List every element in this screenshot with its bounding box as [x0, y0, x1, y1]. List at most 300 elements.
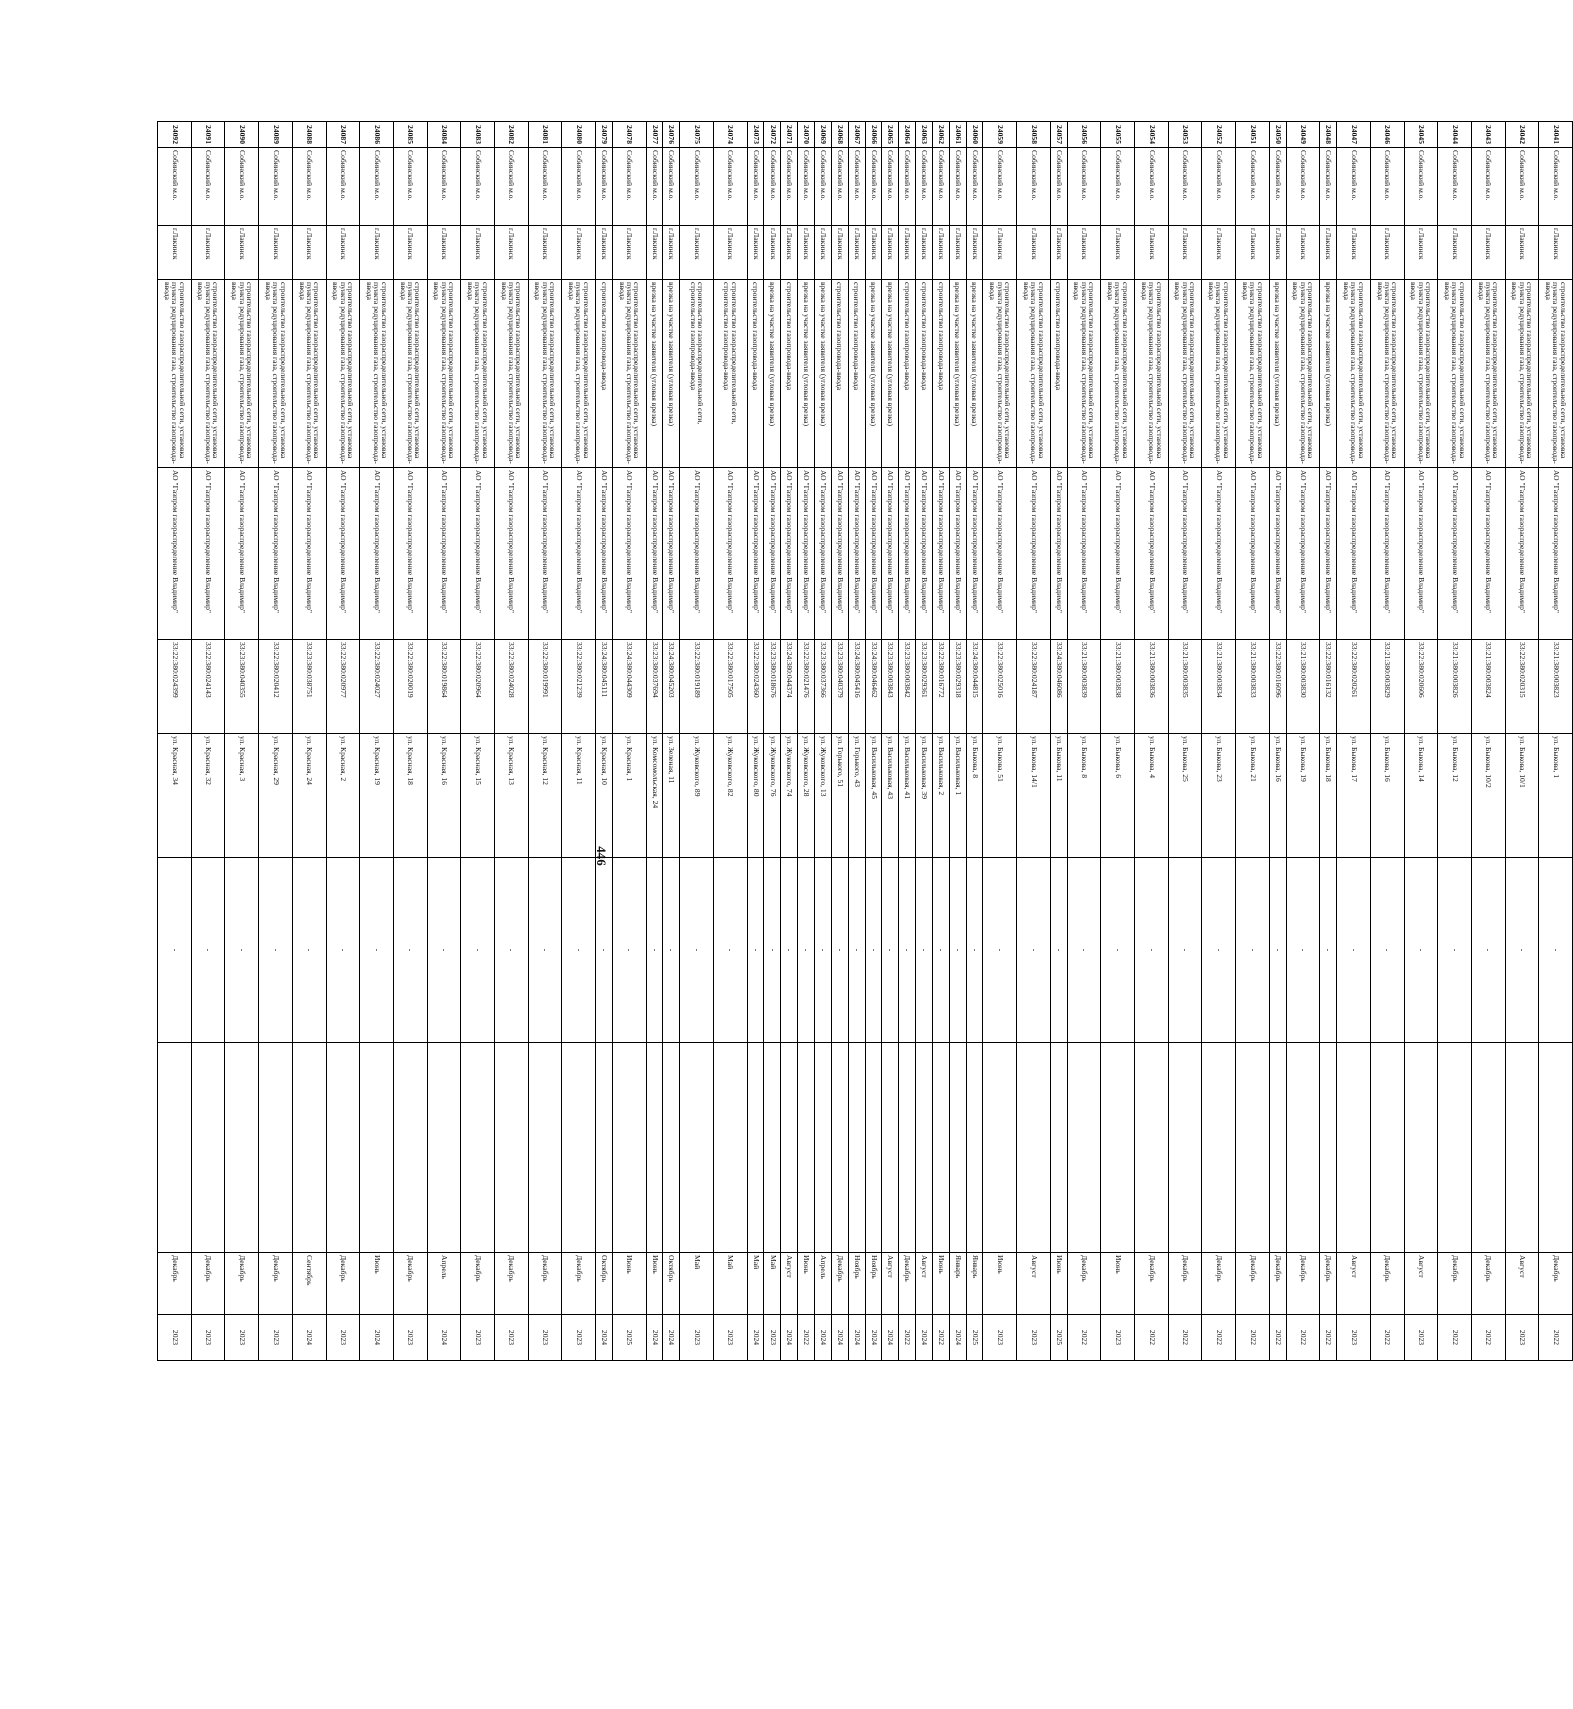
empty-cell-b: [1505, 1043, 1539, 1253]
year-cell: 2024: [427, 1315, 461, 1361]
address-cell: ул. Быкова, 6: [1101, 734, 1135, 858]
empty-cell-b: [899, 1043, 916, 1253]
empty-cell-b: [1370, 1043, 1404, 1253]
organization-cell: АО "Газпром газораспределение Владимир": [1168, 468, 1202, 640]
work-description-cell: врезка на участке заявителя (угловая врезка): [1269, 280, 1286, 468]
work-description-cell: строительство газораспределительной сети, установка пункта редуцирования газа, строительство газопровода-ввода: [191, 280, 225, 468]
work-description-cell: строительство газораспределительной сети, установка пункта редуцирования газа, строительство газопровода-ввода: [1337, 280, 1371, 468]
work-description-cell: строительство газораспределительной сети, установка пункта редуцирования газа, строительство газопровода-ввода: [427, 280, 461, 468]
month-cell: Декабрь: [393, 1253, 427, 1315]
table-row: [1320, 122, 1337, 1361]
town-cell: г.Лакинск: [292, 226, 326, 280]
gasification-table: [157, 121, 1573, 1361]
district-cell: Собинский м.о.: [360, 148, 394, 226]
district-cell: Собинский м.о.: [831, 148, 848, 226]
organization-cell: АО "Газпром газораспределение Владимир": [326, 468, 360, 640]
table-row: [1286, 122, 1320, 1361]
town-cell: г.Лакинск: [1337, 226, 1371, 280]
work-description-cell: врезка на участке заявителя (угловая врезка): [815, 280, 832, 468]
cadastral-number-cell: 33:21:380:003839: [1067, 640, 1101, 734]
district-cell: Собинский м.о.: [1370, 148, 1404, 226]
organization-cell: АО "Газпром газораспределение Владимир": [916, 468, 933, 640]
row-id: 24074: [713, 122, 747, 148]
table-row: [1269, 122, 1286, 1361]
address-cell: ул. Васильковая, 41: [899, 734, 916, 858]
cadastral-number-cell: 33:24:380:044815: [966, 640, 983, 734]
cadastral-number-cell: 33:24:380:046462: [865, 640, 882, 734]
district-cell: Собинский м.о.: [882, 148, 899, 226]
cadastral-number-cell: 33:22:380:024399: [158, 640, 192, 734]
table-row: [1101, 122, 1135, 1361]
district-cell: Собинский м.о.: [393, 148, 427, 226]
row-id: 24076: [663, 122, 680, 148]
table-row: [427, 122, 461, 1361]
month-cell: Декабрь: [1438, 1253, 1472, 1315]
town-cell: г.Лакинск: [663, 226, 680, 280]
year-cell: 2024: [831, 1315, 848, 1361]
address-cell: ул. Быкова, 18: [1320, 734, 1337, 858]
cadastral-number-cell: 33:24:380:045111: [596, 640, 613, 734]
month-cell: Май: [764, 1253, 781, 1315]
row-id: 24066: [865, 122, 882, 148]
year-cell: 2023: [158, 1315, 192, 1361]
cadastral-number-cell: 33:23:380:029318: [949, 640, 966, 734]
year-cell: 2023: [393, 1315, 427, 1361]
work-description-cell: врезка на участке заявителя (угловая врезка): [1320, 280, 1337, 468]
town-cell: г.Лакинск: [1050, 226, 1067, 280]
town-cell: г.Лакинск: [966, 226, 983, 280]
row-id: 24057: [1050, 122, 1067, 148]
row-id: 24078: [612, 122, 646, 148]
cadastral-number-cell: 33:22:380:024028: [495, 640, 529, 734]
empty-cell-a: -: [932, 858, 949, 1043]
address-cell: ул. Горького, 51: [831, 734, 848, 858]
cadastral-number-cell: 33:21:380:003823: [1539, 640, 1573, 734]
district-cell: Собинский м.о.: [191, 148, 225, 226]
month-cell: Июнь: [1050, 1253, 1067, 1315]
month-cell: Декабрь: [1539, 1253, 1573, 1315]
address-cell: ул. Красная, 12: [528, 734, 562, 858]
table-row: [646, 122, 663, 1361]
month-cell: Август: [1017, 1253, 1051, 1315]
empty-cell-a: -: [831, 858, 848, 1043]
district-cell: Собинский м.о.: [1236, 148, 1270, 226]
work-description-cell: строительство газопровода-ввода: [916, 280, 933, 468]
district-cell: Собинский м.о.: [1067, 148, 1101, 226]
empty-cell-a: -: [815, 858, 832, 1043]
town-cell: г.Лакинск: [1067, 226, 1101, 280]
year-cell: 2022: [1539, 1315, 1573, 1361]
empty-cell-a: -: [1269, 858, 1286, 1043]
month-cell: Декабрь: [461, 1253, 495, 1315]
year-cell: 2022: [1269, 1315, 1286, 1361]
empty-cell-b: [1067, 1043, 1101, 1253]
address-cell: ул. Красная, 13: [495, 734, 529, 858]
work-description-cell: строительство газопровода-ввода: [781, 280, 798, 468]
work-description-cell: строительство газораспределительной сети, установка пункта редуцирования газа, строительство газопровода-ввода: [528, 280, 562, 468]
organization-cell: АО "Газпром газораспределение Владимир": [1337, 468, 1371, 640]
district-cell: Собинский м.о.: [427, 148, 461, 226]
empty-cell-a: -: [916, 858, 933, 1043]
empty-cell-b: [916, 1043, 933, 1253]
work-description-cell: строительство газопровода-ввода: [596, 280, 613, 468]
cadastral-number-cell: 33:22:380:019189: [680, 640, 714, 734]
cadastral-number-cell: 33:21:380:003835: [1168, 640, 1202, 734]
district-cell: Собинский м.о.: [1438, 148, 1472, 226]
empty-cell-a: -: [1286, 858, 1320, 1043]
month-cell: Август: [781, 1253, 798, 1315]
year-cell: 2024: [882, 1315, 899, 1361]
address-cell: ул. Васильковая, 39: [916, 734, 933, 858]
organization-cell: АО "Газпром газораспределение Владимир": [966, 468, 983, 640]
year-cell: 2022: [1438, 1315, 1472, 1361]
town-cell: г.Лакинск: [932, 226, 949, 280]
address-cell: ул. Красная, 34: [158, 734, 192, 858]
table-row: [528, 122, 562, 1361]
empty-cell-a: -: [393, 858, 427, 1043]
table-row: [360, 122, 394, 1361]
empty-cell-a: -: [562, 858, 596, 1043]
organization-cell: АО "Газпром газораспределение Владимир": [612, 468, 646, 640]
month-cell: Декабрь: [495, 1253, 529, 1315]
town-cell: г.Лакинск: [1269, 226, 1286, 280]
town-cell: г.Лакинск: [495, 226, 529, 280]
empty-cell-a: -: [1370, 858, 1404, 1043]
empty-cell-b: [865, 1043, 882, 1253]
cadastral-number-cell: 33:21:380:003824: [1471, 640, 1505, 734]
organization-cell: АО "Газпром газораспределение Владимир": [1505, 468, 1539, 640]
work-description-cell: врезка на участке заявителя (угловая врезка): [865, 280, 882, 468]
town-cell: г.Лакинск: [528, 226, 562, 280]
empty-cell-a: -: [899, 858, 916, 1043]
town-cell: г.Лакинск: [848, 226, 865, 280]
table-row: [612, 122, 646, 1361]
cadastral-number-cell: 33:22:380:024143: [191, 640, 225, 734]
page-number: 446: [593, 846, 609, 866]
row-id: 24070: [798, 122, 815, 148]
district-cell: Собинский м.о.: [1320, 148, 1337, 226]
row-id: 24083: [461, 122, 495, 148]
address-cell: ул. Быкова, 1: [1539, 734, 1573, 858]
empty-cell-a: -: [949, 858, 966, 1043]
row-id: 24090: [225, 122, 259, 148]
empty-cell-a: -: [646, 858, 663, 1043]
address-cell: ул. Красная, 16: [427, 734, 461, 858]
month-cell: Август: [916, 1253, 933, 1315]
address-cell: ул. Быкова, 10/2: [1471, 734, 1505, 858]
table-row: [1135, 122, 1169, 1361]
organization-cell: АО "Газпром газораспределение Владимир": [1202, 468, 1236, 640]
town-cell: г.Лакинск: [781, 226, 798, 280]
address-cell: ул. Быкова, 11: [1050, 734, 1067, 858]
work-description-cell: строительство газораспределительной сети, установка пункта редуцирования газа, строительство газопровода-ввода: [1101, 280, 1135, 468]
table-row: [225, 122, 259, 1361]
work-description-cell: врезка на участке заявителя (угловая врезка): [646, 280, 663, 468]
town-cell: г.Лакинск: [747, 226, 764, 280]
empty-cell-b: [848, 1043, 865, 1253]
row-id: 24069: [815, 122, 832, 148]
empty-cell-b: [461, 1043, 495, 1253]
address-cell: ул. Быкова, 16: [1269, 734, 1286, 858]
year-cell: 2023: [1505, 1315, 1539, 1361]
row-id: 24079: [596, 122, 613, 148]
district-cell: Собинский м.о.: [848, 148, 865, 226]
organization-cell: АО "Газпром газораспределение Владимир": [899, 468, 916, 640]
work-description-cell: врезка на участке заявителя (угловая врезка): [798, 280, 815, 468]
work-description-cell: строительство газораспределительной сети, установка пункта редуцирования газа, строительство газопровода-ввода: [225, 280, 259, 468]
district-cell: Собинский м.о.: [949, 148, 966, 226]
address-cell: ул. Васильковая, 1: [949, 734, 966, 858]
table-row: [1168, 122, 1202, 1361]
work-description-cell: строительство газораспределительной сети, установка пункта редуцирования газа, строительство газопровода-ввода: [1370, 280, 1404, 468]
work-description-cell: строительство газораспределительной сети, установка пункта редуцирования газа, строительство газопровода-ввода: [259, 280, 293, 468]
year-cell: 2022: [1168, 1315, 1202, 1361]
year-cell: 2023: [259, 1315, 293, 1361]
district-cell: Собинский м.о.: [1286, 148, 1320, 226]
month-cell: Июнь: [1101, 1253, 1135, 1315]
year-cell: 2023: [562, 1315, 596, 1361]
address-cell: ул. Красная, 32: [191, 734, 225, 858]
row-id: 24075: [680, 122, 714, 148]
town-cell: г.Лакинск: [326, 226, 360, 280]
cadastral-number-cell: 33:21:380:003829: [1370, 640, 1404, 734]
cadastral-number-cell: 33:22:380:020261: [1337, 640, 1371, 734]
year-cell: 2024: [360, 1315, 394, 1361]
table-row: [292, 122, 326, 1361]
row-id: 24041: [1539, 122, 1573, 148]
organization-cell: АО "Газпром газораспределение Владимир": [1539, 468, 1573, 640]
address-cell: ул. Красная, 19: [360, 734, 394, 858]
month-cell: Декабрь: [1471, 1253, 1505, 1315]
work-description-cell: строительство газораспределительной сети, установка пункта редуцирования газа, строительство газопровода-ввода: [158, 280, 192, 468]
organization-cell: АО "Газпром газораспределение Владимир": [646, 468, 663, 640]
district-cell: Собинский м.о.: [1539, 148, 1573, 226]
cadastral-number-cell: 33:22:380:016096: [1269, 640, 1286, 734]
work-description-cell: строительство газораспределительной сети, установка пункта редуцирования газа, строительство газопровода-ввода: [1067, 280, 1101, 468]
empty-cell-b: [713, 1043, 747, 1253]
work-description-cell: строительство газопровода-ввода: [1050, 280, 1067, 468]
row-id: 24049: [1286, 122, 1320, 148]
table-row: [781, 122, 798, 1361]
cadastral-number-cell: 33:21:380:003830: [1286, 640, 1320, 734]
month-cell: Декабрь: [899, 1253, 916, 1315]
empty-cell-a: -: [1404, 858, 1438, 1043]
address-cell: ул. Быкова, 19: [1286, 734, 1320, 858]
address-cell: ул. Быкова, 8: [1067, 734, 1101, 858]
table-row: [1337, 122, 1371, 1361]
empty-cell-b: [781, 1043, 798, 1253]
table-row: [848, 122, 865, 1361]
table-row: [326, 122, 360, 1361]
empty-cell-a: -: [1202, 858, 1236, 1043]
year-cell: 2022: [1202, 1315, 1236, 1361]
district-cell: Собинский м.о.: [1505, 148, 1539, 226]
work-description-cell: строительство газопровода-ввода: [831, 280, 848, 468]
cadastral-number-cell: 33:21:380:003838: [1101, 640, 1135, 734]
empty-cell-a: -: [680, 858, 714, 1043]
organization-cell: АО "Газпром газораспределение Владимир": [747, 468, 764, 640]
work-description-cell: врезка на участке заявителя (угловая врезка): [764, 280, 781, 468]
cadastral-number-cell: 33:22:380:024027: [360, 640, 394, 734]
year-cell: 2023: [1017, 1315, 1051, 1361]
district-cell: Собинский м.о.: [461, 148, 495, 226]
address-cell: ул. Жуковского, 74: [781, 734, 798, 858]
work-description-cell: строительство газораспределительной сети, установка пункта редуцирования газа, строительство газопровода-ввода: [1505, 280, 1539, 468]
work-description-cell: строительство газораспределительной сети, установка пункта редуцирования газа, строительство газопровода-ввода: [1471, 280, 1505, 468]
organization-cell: АО "Газпром газораспределение Владимир": [815, 468, 832, 640]
month-cell: Август: [882, 1253, 899, 1315]
organization-cell: АО "Газпром газораспределение Владимир": [932, 468, 949, 640]
empty-cell-b: [747, 1043, 764, 1253]
organization-cell: АО "Газпром газораспределение Владимир": [831, 468, 848, 640]
empty-cell-a: -: [259, 858, 293, 1043]
district-cell: Собинский м.о.: [865, 148, 882, 226]
row-id: 24091: [191, 122, 225, 148]
year-cell: 2023: [764, 1315, 781, 1361]
district-cell: Собинский м.о.: [899, 148, 916, 226]
address-cell: ул. Васильковая, 45: [865, 734, 882, 858]
organization-cell: АО "Газпром газораспределение Владимир": [949, 468, 966, 640]
town-cell: г.Лакинск: [225, 226, 259, 280]
work-description-cell: строительство газораспределительной сети, установка пункта редуцирования газа, строительство газопровода-ввода: [1202, 280, 1236, 468]
organization-cell: АО "Газпром газораспределение Владимир": [495, 468, 529, 640]
district-cell: Собинский м.о.: [1269, 148, 1286, 226]
month-cell: Октябрь: [663, 1253, 680, 1315]
address-cell: ул. Жуковского, 80: [747, 734, 764, 858]
month-cell: Декабрь: [1168, 1253, 1202, 1315]
year-cell: 2024: [747, 1315, 764, 1361]
work-description-cell: строительство газопровода-ввода: [899, 280, 916, 468]
month-cell: Июнь: [932, 1253, 949, 1315]
organization-cell: АО "Газпром газораспределение Владимир": [427, 468, 461, 640]
organization-cell: АО "Газпром газораспределение Владимир": [680, 468, 714, 640]
cadastral-number-cell: 33:23:380:003842: [899, 640, 916, 734]
district-cell: Собинский м.о.: [1017, 148, 1051, 226]
empty-cell-b: [1017, 1043, 1051, 1253]
row-id: 24053: [1168, 122, 1202, 148]
year-cell: 2022: [1471, 1315, 1505, 1361]
empty-cell-a: -: [1017, 858, 1051, 1043]
month-cell: Апрель: [427, 1253, 461, 1315]
row-id: 24043: [1471, 122, 1505, 148]
address-cell: ул. Красная, 18: [393, 734, 427, 858]
work-description-cell: строительство газораспределительной сети, установка пункта редуцирования газа, строительство газопровода-ввода: [461, 280, 495, 468]
row-id: 24089: [259, 122, 293, 148]
empty-cell-a: -: [1168, 858, 1202, 1043]
town-cell: г.Лакинск: [1505, 226, 1539, 280]
work-description-cell: строительство газораспределительной сети, установка пункта редуцирования газа, строительство газопровода-ввода: [1236, 280, 1270, 468]
year-cell: 2022: [1286, 1315, 1320, 1361]
empty-cell-a: -: [1067, 858, 1101, 1043]
cadastral-number-cell: 33:23:380:037366: [815, 640, 832, 734]
town-cell: г.Лакинск: [612, 226, 646, 280]
month-cell: Август: [1505, 1253, 1539, 1315]
row-id: 24062: [932, 122, 949, 148]
table-row: [983, 122, 1017, 1361]
district-cell: Собинский м.о.: [612, 148, 646, 226]
table-row: [966, 122, 983, 1361]
organization-cell: АО "Газпром газораспределение Владимир": [1017, 468, 1051, 640]
row-id: 24064: [899, 122, 916, 148]
month-cell: Июнь: [798, 1253, 815, 1315]
address-cell: ул. Быкова, 8: [966, 734, 983, 858]
empty-cell-b: [326, 1043, 360, 1253]
address-cell: ул. Жуковского, 89: [680, 734, 714, 858]
address-cell: ул. Быкова, 14/1: [1017, 734, 1051, 858]
empty-cell-b: [798, 1043, 815, 1253]
row-id: 24052: [1202, 122, 1236, 148]
month-cell: Май: [747, 1253, 764, 1315]
empty-cell-b: [663, 1043, 680, 1253]
town-cell: г.Лакинск: [1370, 226, 1404, 280]
address-cell: ул. Жуковского, 82: [713, 734, 747, 858]
organization-cell: АО "Газпром газораспределение Владимир": [259, 468, 293, 640]
address-cell: ул. Быкова, 12: [1438, 734, 1472, 858]
town-cell: г.Лакинск: [461, 226, 495, 280]
empty-cell-a: -: [983, 858, 1017, 1043]
empty-cell-b: [966, 1043, 983, 1253]
month-cell: Декабрь: [326, 1253, 360, 1315]
district-cell: Собинский м.о.: [916, 148, 933, 226]
organization-cell: АО "Газпром газораспределение Владимир": [1050, 468, 1067, 640]
empty-cell-b: [259, 1043, 293, 1253]
address-cell: ул. Красная, 29: [259, 734, 293, 858]
table-row: [1370, 122, 1404, 1361]
town-cell: г.Лакинск: [1539, 226, 1573, 280]
year-cell: 2024: [596, 1315, 613, 1361]
year-cell: 2024: [781, 1315, 798, 1361]
town-cell: г.Лакинск: [596, 226, 613, 280]
empty-cell-b: [1539, 1043, 1573, 1253]
empty-cell-b: [1269, 1043, 1286, 1253]
organization-cell: АО "Газпром газораспределение Владимир": [360, 468, 394, 640]
table-row: [815, 122, 832, 1361]
district-cell: Собинский м.о.: [528, 148, 562, 226]
empty-cell-b: [1202, 1043, 1236, 1253]
row-id: 24092: [158, 122, 192, 148]
month-cell: Декабрь: [562, 1253, 596, 1315]
district-cell: Собинский м.о.: [663, 148, 680, 226]
work-description-cell: строительство газораспределительной сети, установка пункта редуцирования газа, строительство газопровода-ввода: [393, 280, 427, 468]
table-row: [865, 122, 882, 1361]
empty-cell-a: -: [1101, 858, 1135, 1043]
address-cell: ул. Быкова, 10/1: [1505, 734, 1539, 858]
row-id: 24086: [360, 122, 394, 148]
address-cell: ул. Красная, 2: [326, 734, 360, 858]
district-cell: Собинский м.о.: [713, 148, 747, 226]
organization-cell: АО "Газпром газораспределение Владимир": [596, 468, 613, 640]
empty-cell-a: -: [528, 858, 562, 1043]
year-cell: 2024: [916, 1315, 933, 1361]
row-id: 24047: [1337, 122, 1371, 148]
empty-cell-a: -: [1539, 858, 1573, 1043]
year-cell: 2022: [1067, 1315, 1101, 1361]
year-cell: 2024: [815, 1315, 832, 1361]
year-cell: 2023: [326, 1315, 360, 1361]
empty-cell-b: [949, 1043, 966, 1253]
work-description-cell: строительство газораспределительной сети, установка пункта редуцирования газа, строительство газопровода-ввода: [1286, 280, 1320, 468]
organization-cell: АО "Газпром газораспределение Владимир": [713, 468, 747, 640]
empty-cell-a: -: [292, 858, 326, 1043]
month-cell: Декабрь: [225, 1253, 259, 1315]
organization-cell: АО "Газпром газораспределение Владимир": [1286, 468, 1320, 640]
address-cell: ул. Быкова, 14: [1404, 734, 1438, 858]
address-cell: ул. Красная, 3: [225, 734, 259, 858]
row-id: 24063: [916, 122, 933, 148]
address-cell: ул. Горького, 43: [848, 734, 865, 858]
table-row: [1017, 122, 1051, 1361]
empty-cell-a: -: [326, 858, 360, 1043]
